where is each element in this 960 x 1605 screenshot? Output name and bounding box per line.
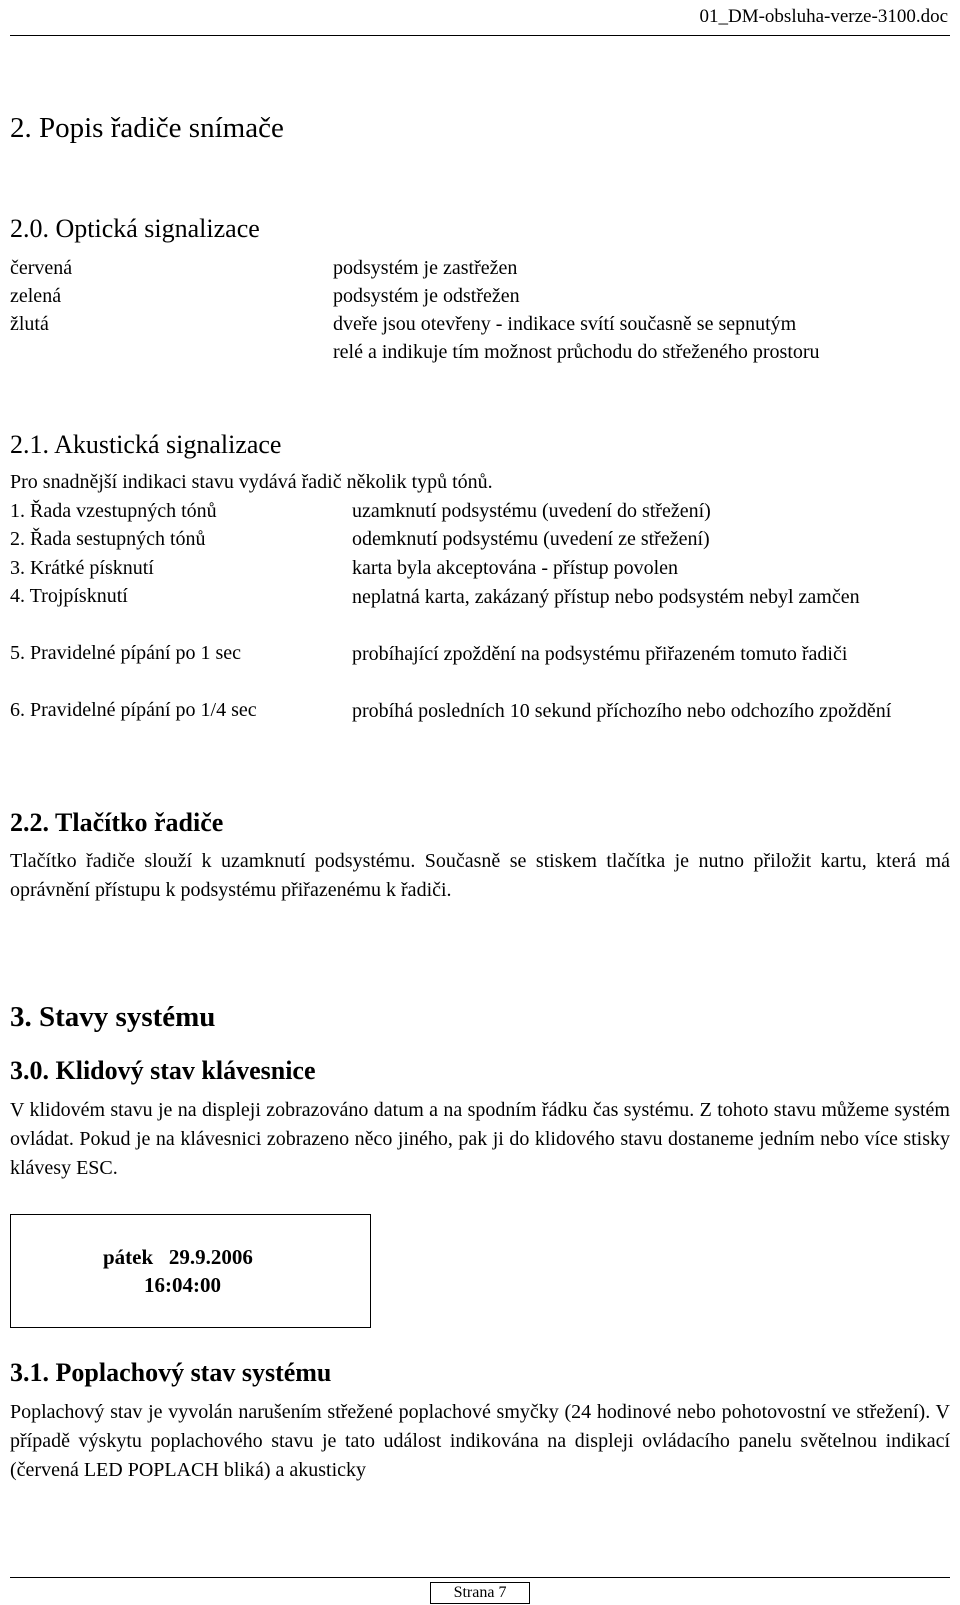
document-filename: 01_DM-obsluha-verze-3100.doc <box>699 6 948 27</box>
tone-label-3: 3. Krátké písknutí <box>10 557 154 579</box>
tone-desc-1: uzamknutí podsystému (uvedení do střežení) <box>352 500 711 522</box>
tone-label-6: 6. Pravidelné pípání po 1/4 sec <box>10 699 257 721</box>
signal-desc-green: podsystém je odstřežen <box>333 285 520 307</box>
page-number: Strana 7 <box>430 1582 530 1604</box>
tone-label-5: 5. Pravidelné pípání po 1 sec <box>10 642 242 664</box>
section-2-2-title: 2.2. Tlačítko řadiče <box>10 808 224 837</box>
tone-label-1: 1. Řada vzestupných tónů <box>10 500 217 522</box>
signal-desc-yellow-line2: relé a indikuje tím možnost průchodu do střeženého prostoru <box>333 341 820 363</box>
alarm-state-description: Poplachový stav je vyvolán narušením střežené poplachové smyčky (24 hodinové nebo pohotovostní ve střežení). V případě výskytu poplachového stavu je tato událost indikována na displeji ovládacího panelu světelnou indikací (červená LED POPLACH bliká) a akusticky <box>10 1401 950 1481</box>
tone-label-2: 2. Řada sestupných tónů <box>10 528 206 550</box>
tone-desc-6: probíhá posledních 10 sekund příchozího nebo odchozího zpoždění <box>352 700 892 722</box>
tone-desc-5: probíhající zpoždění na podsystému přiřazeném tomuto řadiči <box>352 643 848 665</box>
button-description: Tlačítko řadiče slouží k uzamknutí podsystému. Současně se stiskem tlačítka je nutno přiložit kartu, která má oprávnění přístupu k podsystému přiřazenému k řadiči. <box>10 850 950 901</box>
display-time-line: 16:04:00 <box>144 1273 221 1297</box>
tone-desc-2: odemknutí podsystému (uvedení ze střežení) <box>352 528 710 550</box>
section-3-title: 3. Stavy systému <box>10 1001 216 1033</box>
footer-rule <box>10 1577 950 1578</box>
tone-desc-4: neplatná karta, zakázaný přístup nebo podsystém nebyl zamčen <box>352 586 860 608</box>
idle-state-description: V klidovém stavu je na displeji zobrazováno datum a na spodním řádku čas systému. Z tohoto stavu můžeme systém ovládat. Pokud je na klávesnici zobrazeno něco jiného, pak ji do klidového stavu dostaneme jedním nebo více stisky klávesy ESC. <box>10 1099 950 1179</box>
section-2-1-title: 2.1. Akustická signalizace <box>10 430 282 459</box>
signal-desc-yellow-line1: dveře jsou otevřeny - indikace svítí současně se sepnutým <box>333 313 797 335</box>
header-rule <box>10 35 950 36</box>
signal-desc-red: podsystém je zastřežen <box>333 257 518 279</box>
section-2-0-title: 2.0. Optická signalizace <box>10 214 260 243</box>
tone-desc-3: karta byla akceptována - přístup povolen <box>352 557 678 579</box>
signal-color-red: červená <box>10 257 73 279</box>
keypad-display <box>10 1214 371 1328</box>
acoustic-intro: Pro snadnější indikaci stavu vydává řadič několik typů tónů. <box>10 471 493 493</box>
tone-label-4: 4. Trojpísknutí <box>10 585 128 607</box>
section-2-title: 2. Popis řadiče snímače <box>10 112 284 144</box>
section-3-1-title: 3.1. Poplachový stav systému <box>10 1358 332 1387</box>
display-date-line: pátek 29.9.2006 <box>103 1245 253 1269</box>
signal-color-yellow: žlutá <box>10 313 49 335</box>
signal-color-green: zelená <box>10 285 62 307</box>
section-3-0-title: 3.0. Klidový stav klávesnice <box>10 1056 316 1085</box>
